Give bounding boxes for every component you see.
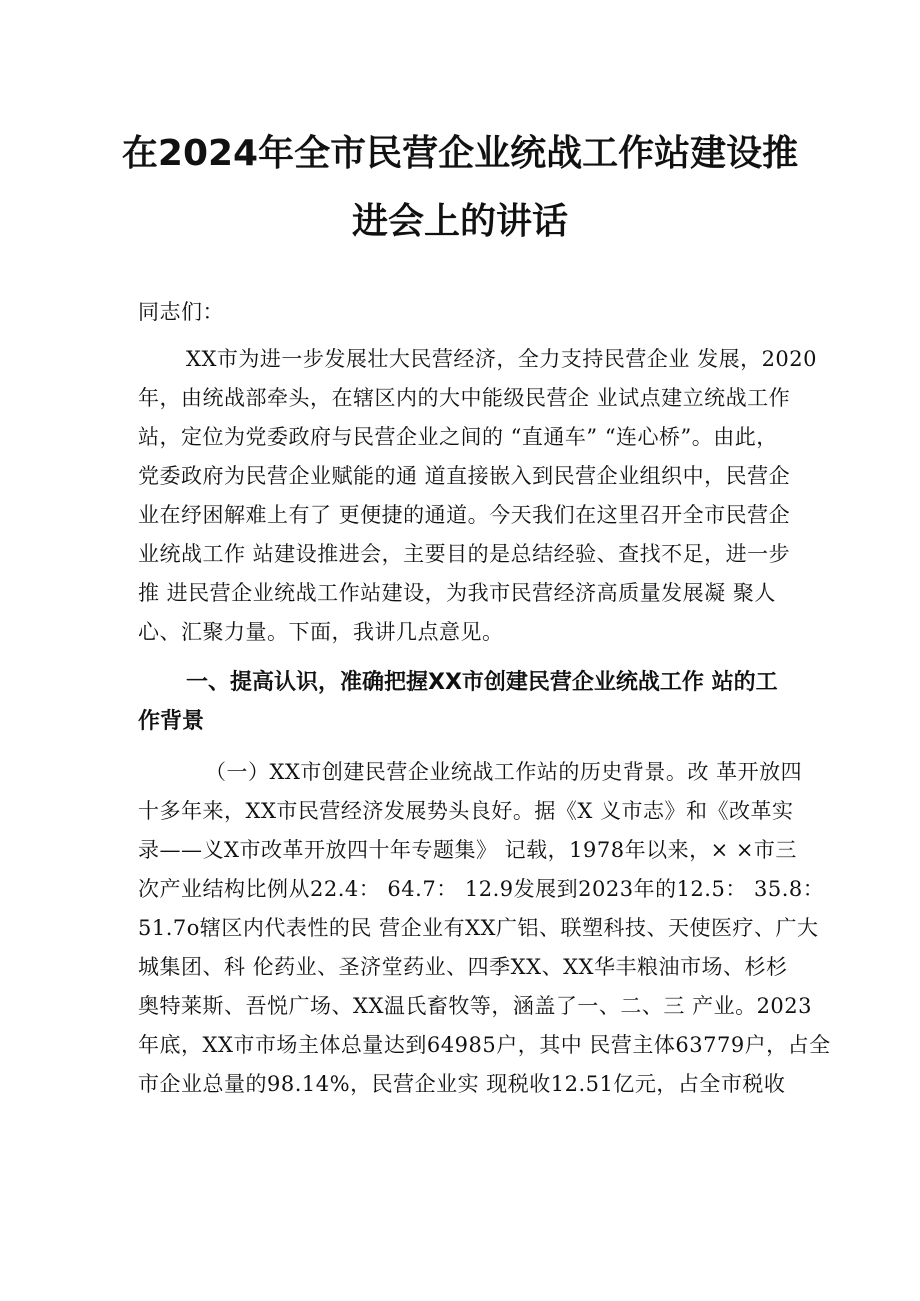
section-1-heading-cont: 作背景 bbox=[138, 709, 205, 734]
intro-line: 心、汇聚力量。下面，我讲几点意见。 bbox=[138, 620, 504, 644]
intro-line: 推 进民营企业统战工作站建设，为我市民营经济高质量发展凝 聚人 bbox=[138, 581, 776, 605]
document-title-line-1: 在2024年全市民营企业统战工作站建设推 bbox=[121, 133, 799, 174]
intro-line: XX市为进一步发展壮大民营经济，全力支持民营企业 发展，2020 bbox=[186, 347, 818, 371]
document-title-line-2: 进会上的讲话 bbox=[351, 201, 568, 242]
intro-line: 党委政府为民营企业赋能的通 道直接嵌入到民营企业组织中，民营企 bbox=[138, 464, 791, 488]
section-1-body-line: 51.7o辖区内代表性的民 营企业有XX广铝、联塑科技、天使医疗、广大 bbox=[138, 916, 819, 940]
section-1-body-line: 录——义X市改革开放四十年专题集》 记载，1978年以来，× ×市三 bbox=[138, 838, 797, 862]
salutation: 同志们： bbox=[138, 300, 224, 324]
section-1-body-line: 年底，XX市市场主体总量达到64985户，其中 民营主体63779户，占全 bbox=[138, 1033, 831, 1057]
intro-line: 业统战工作 站建设推进会，主要目的是总结经验、查找不足，进一步 bbox=[138, 542, 791, 566]
section-1-body-line: 十多年来，XX市民营经济发展势头良好。据《X 义市志》和《改革实 bbox=[138, 799, 794, 823]
section-1-body-line: 次产业结构比例从22.4： 64.7： 12.9发展到2023年的12.5： 35.8： bbox=[138, 877, 825, 901]
section-1-body-line: 奥特莱斯、吾悦广场、XX温氏畜牧等，涵盖了一、二、三 产业。2023 bbox=[138, 994, 813, 1018]
section-1-body-line: （一）XX市创建民营企业统战工作站的历史背景。改 革开放四 bbox=[205, 760, 803, 784]
section-1-body-line: 城集团、科 伦药业、圣济堂药业、四季XX、XX华丰粮油市场、杉杉 bbox=[138, 955, 788, 979]
intro-line: 年，由统战部牵头，在辖区内的大中能级民营企 业试点建立统战工作 bbox=[138, 386, 791, 410]
intro-line: 业在纾困解难上有了 更便捷的通道。今天我们在这里召开全市民营企 bbox=[138, 503, 791, 527]
intro-line: 站，定位为党委政府与民营企业之间的 “直通车” “连心桥”。由此， bbox=[138, 425, 778, 449]
section-1-body-line: 市企业总量的98.14%，民营企业实 现税收12.51亿元，占全市税收 bbox=[138, 1072, 786, 1096]
section-1-heading: 一、提高认识，准确把握XX市创建民营企业统战工作 站的工 bbox=[186, 670, 778, 695]
